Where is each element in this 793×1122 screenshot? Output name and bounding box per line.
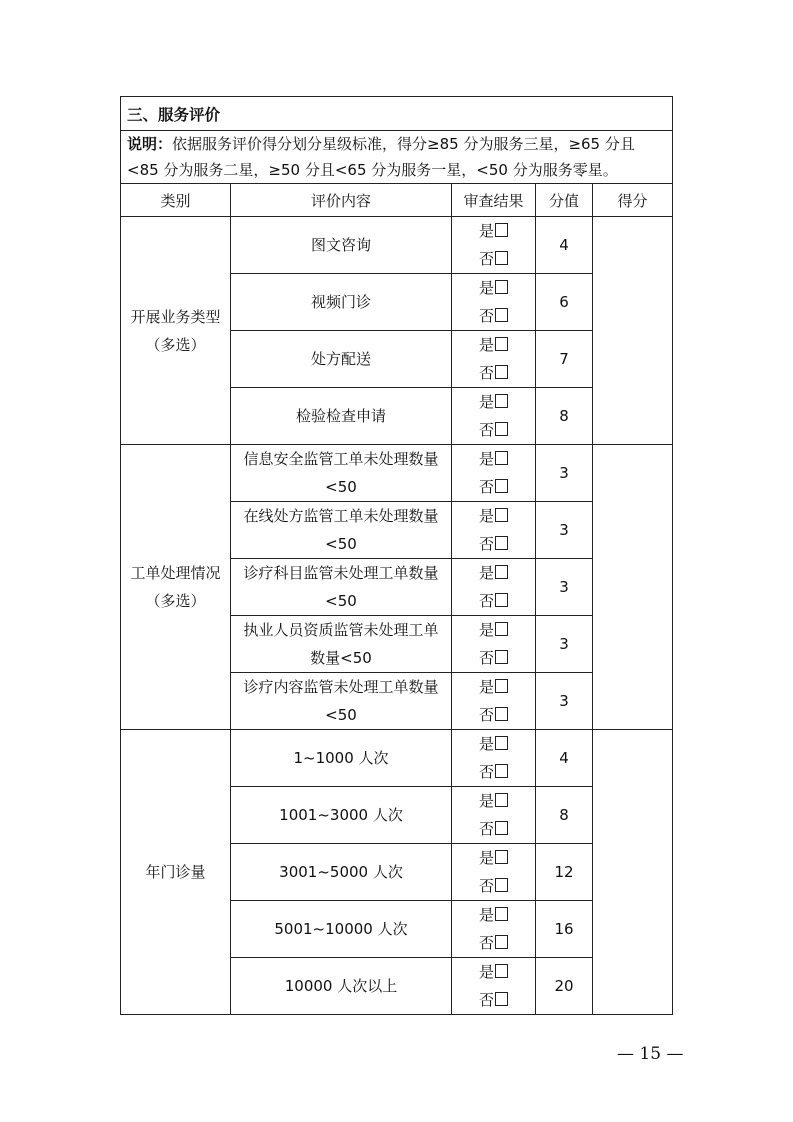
yes-option[interactable] <box>452 388 535 416</box>
no-label: 否 <box>478 307 494 325</box>
no-option[interactable] <box>452 473 535 501</box>
yes-option[interactable] <box>452 787 535 815</box>
evaluation-content: 5001~10000 人次 <box>231 901 452 958</box>
yes-checkbox[interactable] <box>495 850 508 864</box>
review-result-cell <box>452 673 536 730</box>
yes-option[interactable] <box>452 730 535 758</box>
yes-checkbox[interactable] <box>495 736 508 750</box>
yes-label: 是 <box>478 507 494 525</box>
no-option[interactable] <box>452 245 535 273</box>
score-value: 3 <box>536 616 593 673</box>
no-option[interactable] <box>452 644 535 672</box>
no-checkbox[interactable] <box>495 650 508 664</box>
yes-label: 是 <box>478 222 494 240</box>
category-label: 年门诊量 <box>145 863 206 881</box>
score-value: 4 <box>536 217 593 274</box>
no-option[interactable] <box>452 929 535 957</box>
no-checkbox[interactable] <box>495 878 508 892</box>
no-option[interactable] <box>452 872 535 900</box>
yes-option[interactable] <box>452 217 535 245</box>
header-category: 类别 <box>121 184 231 217</box>
yes-label: 是 <box>478 792 494 810</box>
category-label: 开展业务类型 <box>130 307 221 326</box>
no-option[interactable] <box>452 758 535 786</box>
score-input-cell[interactable] <box>593 730 673 1015</box>
yes-checkbox[interactable] <box>495 679 508 693</box>
yes-label: 是 <box>478 450 494 468</box>
yes-label: 是 <box>478 678 494 696</box>
no-option[interactable] <box>452 587 535 615</box>
score-value: 7 <box>536 331 593 388</box>
no-option[interactable] <box>452 530 535 558</box>
no-label: 否 <box>478 877 494 895</box>
category-label: 工单处理情况 <box>130 564 221 582</box>
evaluation-content: 3001~5000 人次 <box>231 844 452 901</box>
yes-checkbox[interactable] <box>495 337 508 351</box>
yes-option[interactable] <box>452 274 535 302</box>
no-option[interactable] <box>452 302 535 330</box>
yes-checkbox[interactable] <box>495 793 508 807</box>
evaluation-content: 在线处方监管工单未处理数量<50 <box>231 502 452 559</box>
no-checkbox[interactable] <box>495 935 508 949</box>
score-value: 3 <box>536 673 593 730</box>
review-result-cell <box>452 502 536 559</box>
yes-option[interactable] <box>452 331 535 359</box>
yes-option[interactable] <box>452 958 535 986</box>
no-label: 否 <box>478 421 494 439</box>
yes-checkbox[interactable] <box>495 280 508 294</box>
no-checkbox[interactable] <box>495 251 508 265</box>
evaluation-content: 1001~3000 人次 <box>231 787 452 844</box>
yes-option[interactable] <box>452 559 535 587</box>
evaluation-content: 执业人员资质监管未处理工单数量<50 <box>231 616 452 673</box>
review-result-cell <box>452 844 536 901</box>
evaluation-content: 视频门诊 <box>231 274 452 331</box>
evaluation-content: 诊疗科目监管未处理工单数量<50 <box>231 559 452 616</box>
note-label: 说明： <box>127 135 173 153</box>
yes-checkbox[interactable] <box>495 622 508 636</box>
review-result-cell <box>452 958 536 1015</box>
review-result-cell <box>452 730 536 787</box>
no-checkbox[interactable] <box>495 593 508 607</box>
evaluation-content: 检验检查申请 <box>231 388 452 445</box>
category-label: （多选） <box>145 592 206 610</box>
evaluation-content: 1~1000 人次 <box>231 730 452 787</box>
no-checkbox[interactable] <box>495 422 508 436</box>
category-cell <box>121 730 231 1015</box>
table-row <box>121 445 673 502</box>
no-checkbox[interactable] <box>495 479 508 493</box>
yes-option[interactable] <box>452 901 535 929</box>
no-label: 否 <box>478 763 494 781</box>
yes-checkbox[interactable] <box>495 451 508 465</box>
table-header-row <box>121 184 673 217</box>
note-text: 依据服务评价得分划分星级标准，得分≥85 分为服务三星，≥65 分且<85 分为服务二星，≥50 分且<65 分为服务一星，<50 分为服务零星。 <box>127 135 635 179</box>
yes-checkbox[interactable] <box>495 964 508 978</box>
explanation-note <box>121 131 673 184</box>
no-option[interactable] <box>452 986 535 1014</box>
header-content: 评价内容 <box>231 184 452 217</box>
review-result-cell <box>452 388 536 445</box>
score-input-cell[interactable] <box>593 217 673 445</box>
no-checkbox[interactable] <box>495 992 508 1006</box>
no-checkbox[interactable] <box>495 707 508 721</box>
yes-label: 是 <box>478 963 494 981</box>
score-value: 3 <box>536 502 593 559</box>
review-result-cell <box>452 559 536 616</box>
no-option[interactable] <box>452 416 535 444</box>
review-result-cell <box>452 217 536 274</box>
score-value: 16 <box>536 901 593 958</box>
score-value: 6 <box>536 274 593 331</box>
no-label: 否 <box>478 991 494 1009</box>
yes-checkbox[interactable] <box>495 907 508 921</box>
score-value: 12 <box>536 844 593 901</box>
yes-option[interactable] <box>452 844 535 872</box>
no-label: 否 <box>478 478 494 496</box>
review-result-cell <box>452 901 536 958</box>
yes-checkbox[interactable] <box>495 223 508 237</box>
no-checkbox[interactable] <box>495 365 508 379</box>
yes-label: 是 <box>478 735 494 753</box>
yes-checkbox[interactable] <box>495 508 508 522</box>
header-value: 分值 <box>536 184 593 217</box>
yes-option[interactable] <box>452 673 535 701</box>
yes-option[interactable] <box>452 502 535 530</box>
no-label: 否 <box>478 592 494 610</box>
page-number: — 15 — <box>617 1044 684 1064</box>
yes-label: 是 <box>478 906 494 924</box>
no-checkbox[interactable] <box>495 821 508 835</box>
table-row <box>121 730 673 787</box>
review-result-cell <box>452 616 536 673</box>
score-value: 20 <box>536 958 593 1015</box>
yes-label: 是 <box>478 564 494 582</box>
no-label: 否 <box>478 250 494 268</box>
no-label: 否 <box>478 364 494 382</box>
evaluation-content: 图文咨询 <box>231 217 452 274</box>
score-value: 3 <box>536 445 593 502</box>
category-cell <box>121 217 231 445</box>
section-title: 三、服务评价 <box>121 97 673 131</box>
yes-option[interactable] <box>452 445 535 473</box>
score-value: 3 <box>536 559 593 616</box>
evaluation-content: 10000 人次以上 <box>231 958 452 1015</box>
no-checkbox[interactable] <box>495 308 508 322</box>
score-value: 4 <box>536 730 593 787</box>
yes-checkbox[interactable] <box>495 394 508 408</box>
no-checkbox[interactable] <box>495 764 508 778</box>
review-result-cell <box>452 445 536 502</box>
header-score: 得分 <box>593 184 673 217</box>
yes-option[interactable] <box>452 616 535 644</box>
no-option[interactable] <box>452 359 535 387</box>
no-option[interactable] <box>452 815 535 843</box>
score-value: 8 <box>536 388 593 445</box>
yes-checkbox[interactable] <box>495 565 508 579</box>
no-label: 否 <box>478 820 494 838</box>
no-label: 否 <box>478 535 494 553</box>
review-result-cell <box>452 331 536 388</box>
yes-label: 是 <box>478 336 494 354</box>
no-label: 否 <box>478 934 494 952</box>
service-evaluation-table <box>120 96 673 1015</box>
evaluation-content: 诊疗内容监管未处理工单数量<50 <box>231 673 452 730</box>
no-checkbox[interactable] <box>495 536 508 550</box>
category-cell <box>121 445 231 730</box>
table-row <box>121 217 673 274</box>
yes-label: 是 <box>478 621 494 639</box>
score-value: 8 <box>536 787 593 844</box>
header-review-result: 审查结果 <box>452 184 536 217</box>
score-input-cell[interactable] <box>593 445 673 730</box>
yes-label: 是 <box>478 393 494 411</box>
no-option[interactable] <box>452 701 535 729</box>
evaluation-content: 处方配送 <box>231 331 452 388</box>
review-result-cell <box>452 787 536 844</box>
yes-label: 是 <box>478 849 494 867</box>
evaluation-content: 信息安全监管工单未处理数量<50 <box>231 445 452 502</box>
category-label: （多选） <box>145 335 206 354</box>
review-result-cell <box>452 274 536 331</box>
yes-label: 是 <box>478 279 494 297</box>
no-label: 否 <box>478 706 494 724</box>
no-label: 否 <box>478 649 494 667</box>
